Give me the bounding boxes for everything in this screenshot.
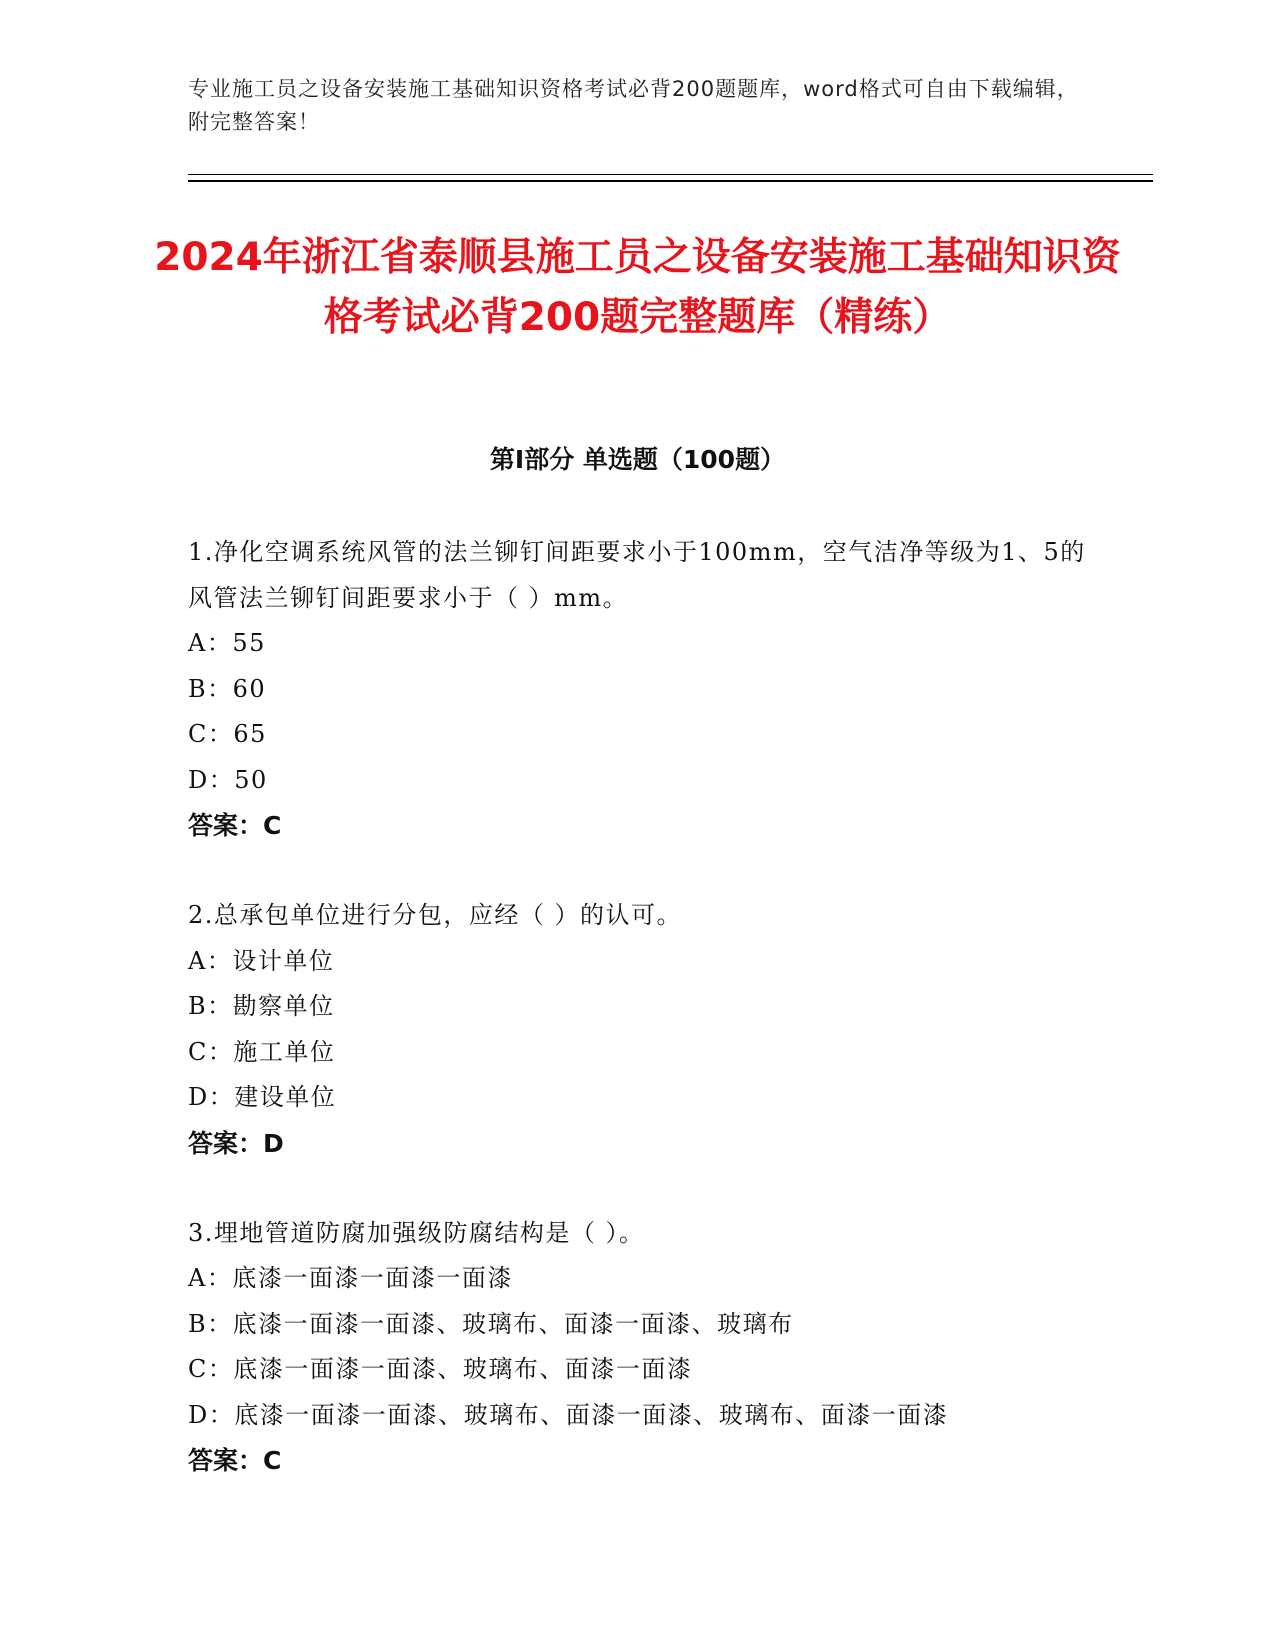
option-b: B：60 <box>188 674 267 703</box>
option-d: D：底漆一面漆一面漆、玻璃布、面漆一面漆、玻璃布、面漆一面漆 <box>188 1400 949 1429</box>
answer: 答案：D <box>188 1128 284 1158</box>
question-1 <box>188 530 1088 849</box>
option-c: C：施工单位 <box>188 1037 336 1066</box>
question-2 <box>188 893 1088 1167</box>
option-a: A：设计单位 <box>188 946 335 975</box>
question-3 <box>188 1211 1088 1485</box>
option-d: D：建设单位 <box>188 1083 337 1111</box>
question-stem: 1.净化空调系统风管的法兰铆钉间距要求小于100mm，空气洁净等级为1、5的风管法兰铆钉间距要求小于（ ）mm。 <box>188 538 1086 612</box>
option-b: B：底漆一面漆一面漆、玻璃布、面漆一面漆、玻璃布 <box>188 1309 794 1338</box>
header-divider-thin <box>188 174 1153 175</box>
document-title: 2024年浙江省泰顺县施工员之设备安装施工基础知识资格考试必背200题完整题库（精练） <box>154 235 1121 340</box>
header-note: 专业施工员之设备安装施工基础知识资格考试必背200题题库，word格式可自由下载编辑，附完整答案！ <box>188 77 1079 134</box>
header-divider-thick <box>188 180 1153 182</box>
option-c: C：底漆一面漆一面漆、玻璃布、面漆一面漆 <box>188 1355 693 1383</box>
question-list <box>188 530 1088 1528</box>
answer: 答案：C <box>188 1446 282 1475</box>
answer: 答案：C <box>188 811 282 840</box>
option-d: D：50 <box>188 765 268 794</box>
question-stem: 2.总承包单位进行分包，应经（ ）的认可。 <box>188 901 683 929</box>
question-stem: 3.埋地管道防腐加强级防腐结构是（ ）。 <box>188 1218 645 1247</box>
option-a: A：底漆一面漆一面漆一面漆 <box>188 1264 513 1292</box>
option-c: C：65 <box>188 720 267 748</box>
option-b: B：勘察单位 <box>188 992 335 1020</box>
option-a: A：55 <box>188 629 266 657</box>
section-heading: 第Ⅰ部分 单选题（100题） <box>489 445 786 474</box>
